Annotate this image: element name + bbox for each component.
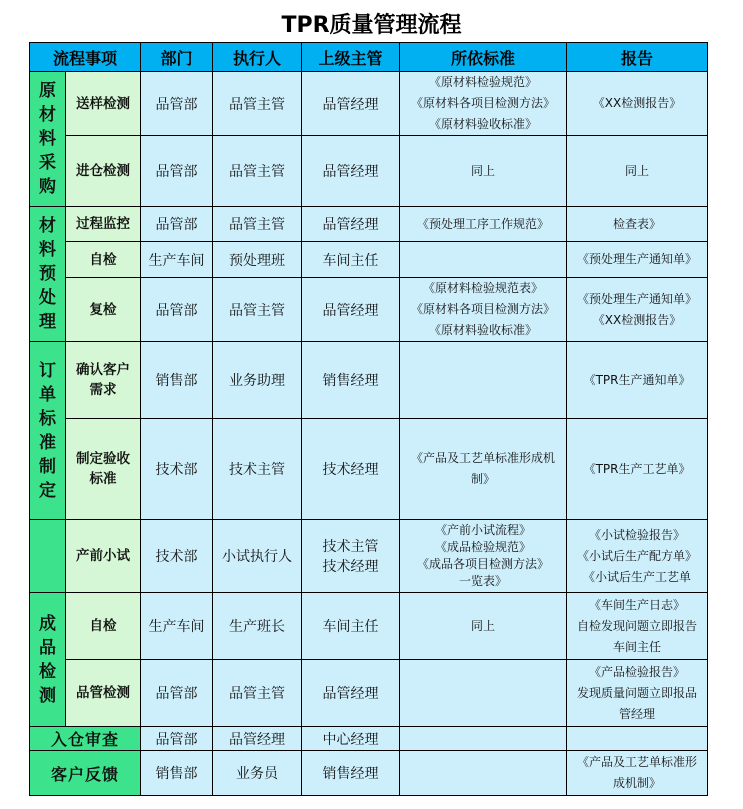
page-title: TPR质量管理流程 xyxy=(281,13,462,38)
table-row xyxy=(30,419,708,520)
table-row xyxy=(30,242,708,278)
dept-cell: 销售部 xyxy=(141,342,213,419)
exec-cell: 品管主管 xyxy=(213,207,302,242)
exec-cell: 业务员 xyxy=(213,751,302,796)
report-cell: 《产品检验报告》 发现质量问题立即报品 管经理 xyxy=(567,660,708,727)
supervisor-cell: 销售经理 xyxy=(302,751,400,796)
header-step: 流程事项 xyxy=(30,43,141,72)
dept-cell: 技术部 xyxy=(141,520,213,593)
standard-cell: 同上 xyxy=(400,593,567,660)
report-cell: 《TPR生产通知单》 xyxy=(567,342,708,419)
header-standard: 所依标准 xyxy=(400,43,567,72)
dept-cell: 品管部 xyxy=(141,72,213,136)
standard-cell: 《产前小试流程》 《成品检验规范》 《成品各项目检测方法》 一览表》 xyxy=(400,520,567,593)
report-cell: 同上 xyxy=(567,136,708,207)
supervisor-cell: 销售经理 xyxy=(302,342,400,419)
header-row xyxy=(30,43,708,72)
exec-cell: 品管主管 xyxy=(213,278,302,342)
standard-cell xyxy=(400,242,567,278)
exec-cell: 生产班长 xyxy=(213,593,302,660)
supervisor-cell: 中心经理 xyxy=(302,727,400,751)
standard-cell: 同上 xyxy=(400,136,567,207)
step-cell: 过程监控 xyxy=(66,207,141,242)
supervisor-cell: 技术主管 技术经理 xyxy=(302,520,400,593)
report-cell: 《车间生产日志》 自检发现问题立即报告 车间主任 xyxy=(567,593,708,660)
standard-cell: 《原材料检验规范》 《原材料各项目检测方法》 《原材料验收标准》 xyxy=(400,72,567,136)
exec-cell: 业务助理 xyxy=(213,342,302,419)
report-cell: 《XX检测报告》 xyxy=(567,72,708,136)
header-exec: 执行人 xyxy=(213,43,302,72)
table-row xyxy=(30,520,708,593)
table-row xyxy=(30,660,708,727)
report-cell: 《产品及工艺单标准形 成机制》 xyxy=(567,751,708,796)
group-finished: 成品检测 xyxy=(30,593,66,727)
supervisor-cell: 车间主任 xyxy=(302,593,400,660)
step-cell: 客户反馈 xyxy=(30,751,141,796)
report-cell: 检查表》 xyxy=(567,207,708,242)
dept-cell: 品管部 xyxy=(141,660,213,727)
supervisor-cell: 品管经理 xyxy=(302,207,400,242)
step-cell: 确认客户 需求 xyxy=(66,342,141,419)
step-cell: 品管检测 xyxy=(66,660,141,727)
report-cell: 《TPR生产工艺单》 xyxy=(567,419,708,520)
dept-cell: 生产车间 xyxy=(141,593,213,660)
supervisor-cell: 品管经理 xyxy=(302,660,400,727)
dept-cell: 技术部 xyxy=(141,419,213,520)
report-cell: 《小试检验报告》 《小试后生产配方单》 《小试后生产工艺单 xyxy=(567,520,708,593)
dept-cell: 品管部 xyxy=(141,207,213,242)
supervisor-cell: 品管经理 xyxy=(302,72,400,136)
report-cell: 《预处理生产通知单》 xyxy=(567,242,708,278)
table-row xyxy=(30,342,708,419)
table-row xyxy=(30,727,708,751)
group-order-std: 订单标准制定 xyxy=(30,342,66,520)
table-row xyxy=(30,278,708,342)
step-cell: 复检 xyxy=(66,278,141,342)
standard-cell xyxy=(400,727,567,751)
group-pretreat: 材料预处理 xyxy=(30,207,66,342)
supervisor-cell: 车间主任 xyxy=(302,242,400,278)
process-table xyxy=(29,42,708,796)
group-empty xyxy=(30,520,66,593)
header-supervisor: 上级主管 xyxy=(302,43,400,72)
table-row xyxy=(30,72,708,136)
exec-cell: 品管经理 xyxy=(213,727,302,751)
report-cell: 《预处理生产通知单》 《XX检测报告》 xyxy=(567,278,708,342)
step-cell: 进仓检测 xyxy=(66,136,141,207)
step-cell: 制定验收 标准 xyxy=(66,419,141,520)
table-row xyxy=(30,751,708,796)
standard-cell xyxy=(400,342,567,419)
exec-cell: 品管主管 xyxy=(213,660,302,727)
dept-cell: 销售部 xyxy=(141,751,213,796)
supervisor-cell: 品管经理 xyxy=(302,136,400,207)
standard-cell: 《原材料检验规范表》 《原材料各项目检测方法》 《原材料验收标准》 xyxy=(400,278,567,342)
group-raw-purchase: 原材料采购 xyxy=(30,72,66,207)
standard-cell: 《预处理工序工作规范》 xyxy=(400,207,567,242)
dept-cell: 生产车间 xyxy=(141,242,213,278)
step-cell: 自检 xyxy=(66,593,141,660)
exec-cell: 小试执行人 xyxy=(213,520,302,593)
header-report: 报告 xyxy=(567,43,708,72)
supervisor-cell: 技术经理 xyxy=(302,419,400,520)
standard-cell xyxy=(400,751,567,796)
exec-cell: 技术主管 xyxy=(213,419,302,520)
step-cell: 入仓审查 xyxy=(30,727,141,751)
dept-cell: 品管部 xyxy=(141,136,213,207)
report-cell xyxy=(567,727,708,751)
step-cell: 送样检测 xyxy=(66,72,141,136)
standard-cell: 《产品及工艺单标准形成机 制》 xyxy=(400,419,567,520)
supervisor-cell: 品管经理 xyxy=(302,278,400,342)
table-row xyxy=(30,593,708,660)
dept-cell: 品管部 xyxy=(141,278,213,342)
exec-cell: 品管主管 xyxy=(213,136,302,207)
step-cell: 自检 xyxy=(66,242,141,278)
dept-cell: 品管部 xyxy=(141,727,213,751)
table-row xyxy=(30,136,708,207)
header-dept: 部门 xyxy=(141,43,213,72)
exec-cell: 品管主管 xyxy=(213,72,302,136)
table-row xyxy=(30,207,708,242)
step-cell: 产前小试 xyxy=(66,520,141,593)
exec-cell: 预处理班 xyxy=(213,242,302,278)
standard-cell xyxy=(400,660,567,727)
